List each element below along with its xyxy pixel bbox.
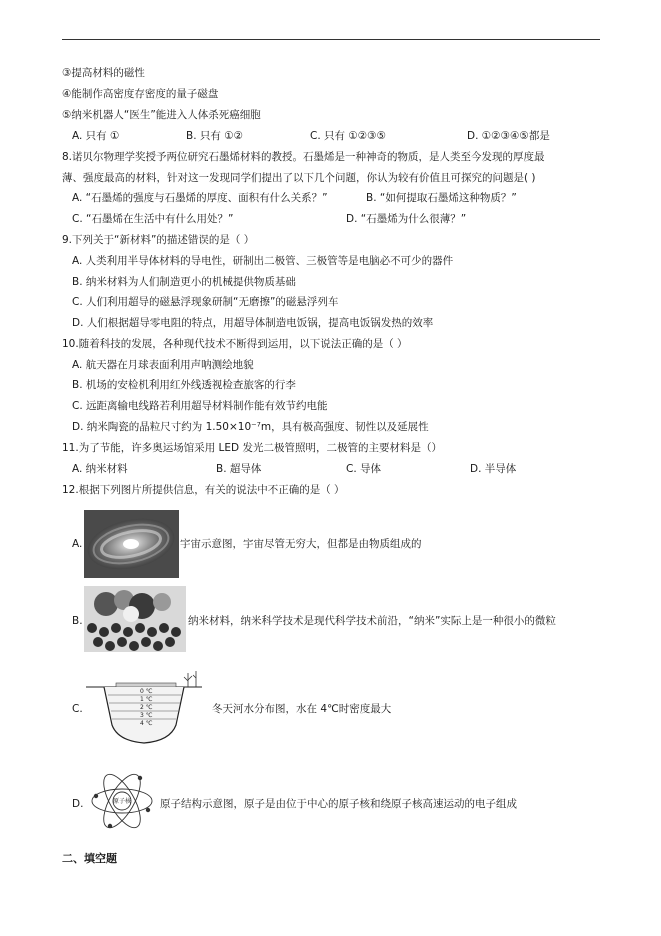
q7-option-d[interactable]: D. ①②③④⑤都是: [467, 130, 550, 142]
q10-option-b[interactable]: B. 机场的安检机利用红外线透视检查旅客的行李: [72, 379, 296, 391]
q8-stem-2: 薄、强度最高的材料，针对这一发现同学们提出了以下几个问题，你认为较有价值且可探究的问题是( ): [62, 172, 536, 184]
nano-material-image: [84, 586, 186, 652]
q7-option-c[interactable]: C. 只有 ①②③⑤: [310, 130, 386, 142]
galaxy-image: [84, 510, 179, 578]
q8-stem-1: 8.诺贝尔物理学奖授予两位研究石墨烯材料的教授。石墨烯是一种神奇的物质，是人类至今发现的厚度最: [62, 151, 545, 163]
q10-option-c[interactable]: C. 远距离输电线路若利用超导材料制作能有效节约电能: [72, 400, 328, 412]
q12-option-d-label[interactable]: D.: [72, 798, 84, 810]
q8-option-d[interactable]: D. “石墨烯为什么很薄？”: [346, 213, 467, 225]
option-line-4: ④能制作高密度存密度的量子磁盘: [62, 88, 219, 100]
river-water-diagram: [84, 663, 204, 748]
q10-option-d[interactable]: D. 纳米陶瓷的晶粒尺寸约为 1.50×10⁻⁷m，具有极高强度、韧性以及延展性: [72, 421, 429, 433]
q11-option-a[interactable]: A. 纳米材料: [72, 463, 128, 475]
temp-label-1: 1 ℃: [140, 696, 153, 703]
q11-option-d[interactable]: D. 半导体: [470, 463, 517, 475]
q12-stem: 12.根据下列图片所提供信息，有关的说法中不正确的是（ ）: [62, 484, 345, 496]
q10-stem: 10.随着科技的发展，各种现代技术不断得到运用，以下说法正确的是（ ）: [62, 338, 408, 350]
q12-option-c-text: 冬天河水分布图，水在 4℃时密度最大: [212, 703, 392, 715]
q9-stem: 9.下列关于“新材料”的描述错误的是（ ）: [62, 234, 255, 246]
q9-option-d[interactable]: D. 人们根据超导零电阻的特点，用超导体制造电饭锅，提高电饭锅发热的效率: [72, 317, 434, 329]
q11-option-b[interactable]: B. 超导体: [216, 463, 262, 475]
q9-option-a[interactable]: A. 人类利用半导体材料的导电性，研制出二极管、三极管等是电脑必不可少的器件: [72, 255, 454, 267]
q7-option-a[interactable]: A. 只有 ①: [72, 130, 120, 142]
q9-option-c[interactable]: C. 人们利用超导的磁悬浮现象研制“无磨擦”的磁悬浮列车: [72, 296, 339, 308]
nucleus-label: 原子核: [113, 798, 132, 805]
q7-option-b[interactable]: B. 只有 ①②: [186, 130, 244, 142]
q8-option-c[interactable]: C. “石墨烯在生活中有什么用处？”: [72, 213, 234, 225]
temp-label-0: 0 ℃: [140, 688, 153, 695]
atom-structure-diagram: [88, 770, 156, 832]
q11-stem: 11.为了节能，许多奥运场馆采用 LED 发光二极管照明，二极管的主要材料是（）: [62, 442, 442, 454]
q12-option-b-text: 纳米材料，纳米科学技术是现代科学技术前沿，“纳米”实际上是一种很小的微粒: [188, 615, 556, 627]
q12-option-d-text: 原子结构示意图，原子是由位于中心的原子核和绕原子核高速运动的电子组成: [160, 798, 517, 810]
q8-option-b[interactable]: B. “如何提取石墨烯这种物质？”: [366, 192, 517, 204]
q11-option-c[interactable]: C. 导体: [346, 463, 382, 475]
q10-option-a[interactable]: A. 航天器在月球表面利用声呐测绘地貌: [72, 359, 254, 371]
q12-option-b-label[interactable]: B.: [72, 615, 83, 627]
option-line-5: ⑤纳米机器人“医生”能进入人体杀死癌细胞: [62, 109, 261, 121]
temp-label-4: 4 ℃: [140, 720, 153, 727]
q12-option-a-label[interactable]: A.: [72, 538, 83, 550]
q9-option-b[interactable]: B. 纳米材料为人们制造更小的机械提供物质基础: [72, 276, 296, 288]
header-rule: [62, 39, 600, 40]
temp-label-2: 2 ℃: [140, 704, 153, 711]
q8-option-a[interactable]: A. “石墨烯的强度与石墨烯的厚度、面积有什么关系？”: [72, 192, 328, 204]
q12-option-a-text: 宇宙示意图，宇宙尽管无穷大，但都是由物质组成的: [180, 538, 422, 550]
q12-option-c-label[interactable]: C.: [72, 703, 83, 715]
section-heading-fill-in: 二、填空题: [62, 852, 117, 865]
temp-label-3: 3 ℃: [140, 712, 153, 719]
option-line-3: ③提高材料的磁性: [62, 67, 145, 79]
